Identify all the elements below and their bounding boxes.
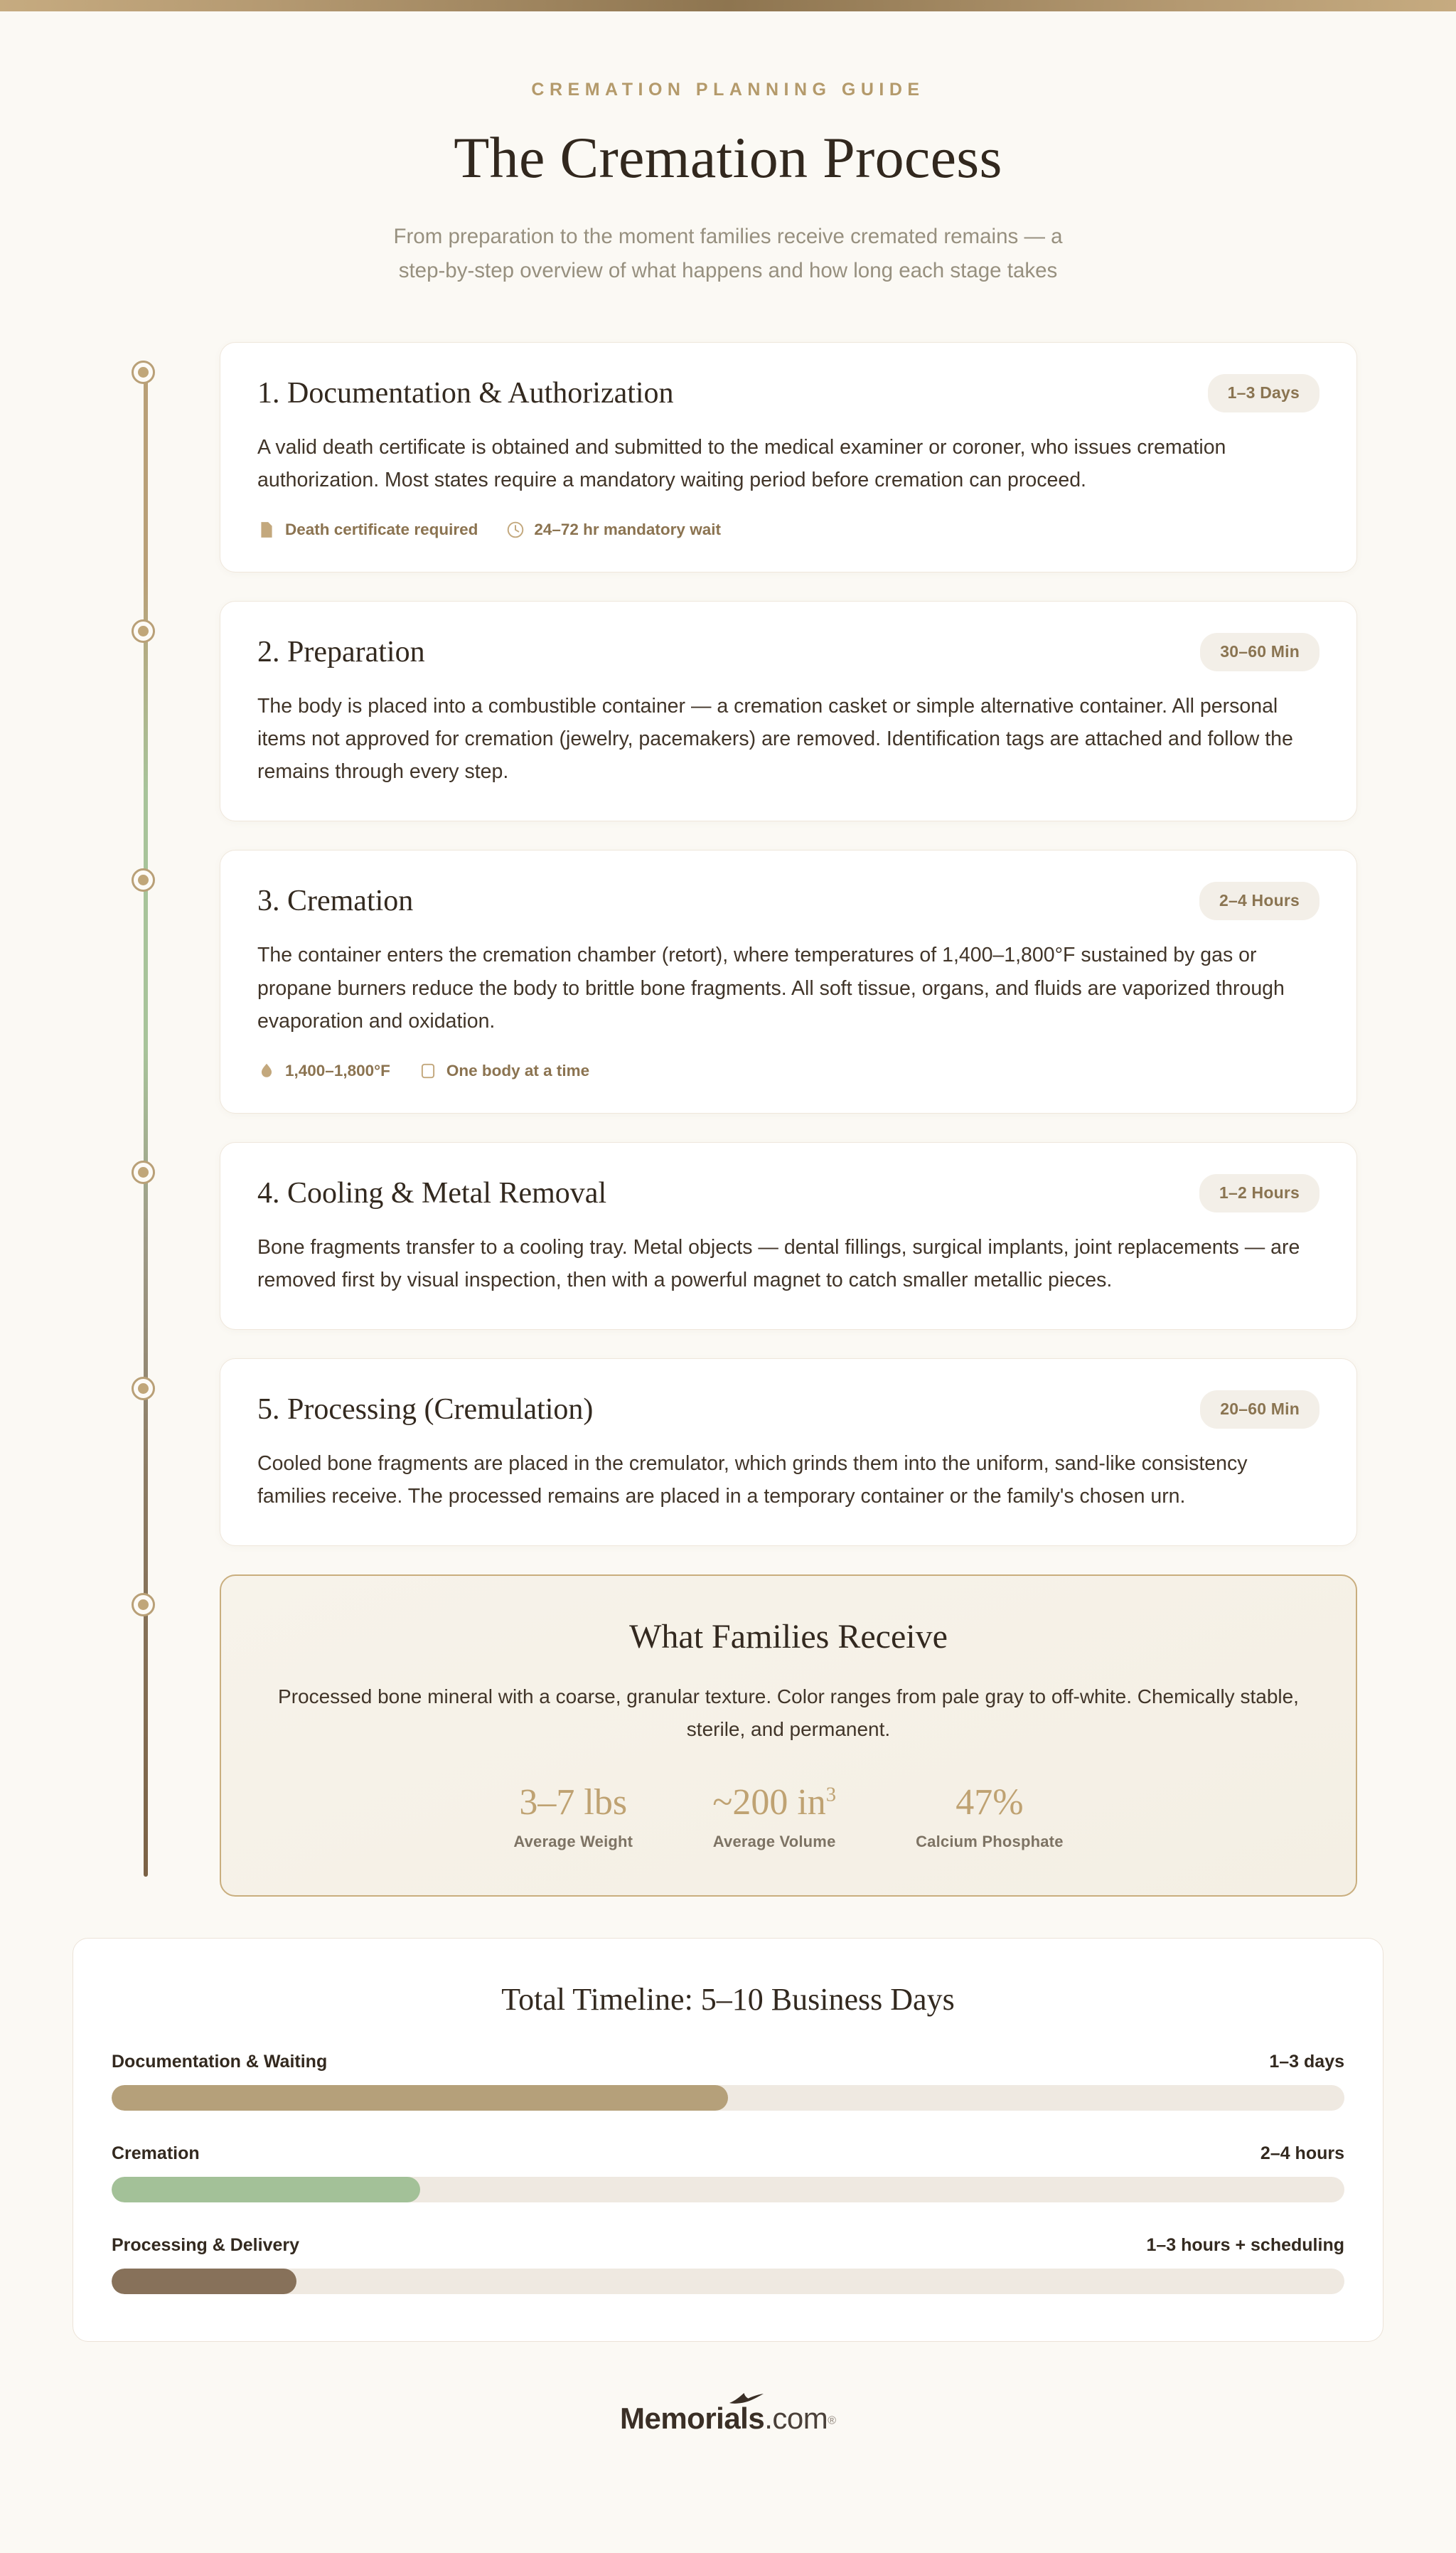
bar-fill: [112, 2177, 420, 2202]
stat-value: 47%: [956, 1782, 1024, 1823]
step-meta-list: [257, 521, 1320, 539]
step-card-header: [257, 1390, 1320, 1429]
step-body: The container enters the cremation chamber (retort), where temperatures of 1,400–1,800°F sustained by gas or propane burners reduce the body to brittle bone fragments. All soft tissue, organs, and fluids are vaporized through evaporation and oxidation.: [257, 944, 1285, 1033]
timeline-dot-3: [132, 868, 155, 892]
meta-label: One body at a time: [446, 1061, 590, 1080]
summary-title: Total Timeline: 5–10 Business Days: [501, 1981, 955, 2017]
timeline-step-outcome: [220, 1574, 1357, 1896]
stat-value: 3–7 lbs: [519, 1782, 628, 1823]
meta-label: Death certificate required: [285, 520, 478, 538]
highlight-text: Processed bone mineral with a coarse, granular texture. Color ranges from pale gray to off-white. Chemically stable, sterile, and permanent.: [278, 1685, 1299, 1740]
step-title: 3. Cremation: [257, 885, 414, 918]
eyebrow-label: CREMATION PLANNING GUIDE: [531, 80, 925, 100]
bar-category-label: Processing & Delivery: [112, 2234, 300, 2255]
page-header: [0, 11, 1456, 288]
bar-row-cremation: [112, 2143, 1344, 2202]
timeline-step-1: [220, 342, 1357, 572]
document-icon: [257, 521, 276, 539]
bar-header: [112, 2235, 1344, 2256]
step-title: 1. Documentation & Authorization: [257, 376, 674, 410]
bar-track: [112, 2269, 1344, 2294]
logo-tld: .com: [764, 2401, 828, 2435]
page-title: The Cremation Process: [454, 125, 1002, 190]
timeline-connector-line: [144, 369, 148, 1877]
meta-item-capacity: [419, 1062, 589, 1080]
duration-badge: 30–60 Min: [1200, 633, 1320, 671]
step-body: Cooled bone fragments are placed in the cremulator, which grinds them into the uniform, sand-like consistency families receive. The processed remains are placed in a temporary container or the family's chosen urn.: [257, 1452, 1248, 1508]
stat-calcium-phosphate: [916, 1784, 1064, 1851]
step-card-1[interactable]: [220, 342, 1357, 572]
meta-label: 24–72 hr mandatory wait: [534, 520, 721, 538]
step-card-4[interactable]: [220, 1142, 1357, 1330]
step-body: The body is placed into a combustible container — a cremation casket or simple alternative container. All personal items not approved for cremation (jewelry, pacemakers) are removed. Identification tags are attached and follow the remains through every step.: [257, 694, 1293, 784]
stat-label: Calcium Phosphate: [916, 1832, 1064, 1850]
step-card-header: [257, 882, 1320, 920]
timeline-dot-2: [132, 619, 155, 643]
step-title: 5. Processing (Cremulation): [257, 1393, 594, 1427]
bar-fill: [112, 2085, 728, 2111]
step-meta-list: [257, 1062, 1320, 1080]
step-card-header: [257, 633, 1320, 671]
stats-row: [271, 1784, 1306, 1851]
bar-header: [112, 2143, 1344, 2164]
process-timeline: [31, 342, 1425, 1897]
timeline-bar-chart: [112, 2052, 1344, 2294]
bar-category-label: Cremation: [112, 2143, 200, 2163]
bar-value-label: 2–4 hours: [1260, 2143, 1344, 2163]
stat-label: Average Weight: [513, 1832, 633, 1850]
timeline-step-4: [220, 1142, 1357, 1330]
bar-row-documentation: [112, 2052, 1344, 2111]
step-card-3[interactable]: [220, 850, 1357, 1113]
duration-badge: 1–3 Days: [1208, 374, 1320, 412]
meta-label: 1,400–1,800°F: [285, 1061, 390, 1080]
step-body: Bone fragments transfer to a cooling tray. Metal objects — dental fillings, surgical implants, joint replacements — are removed first by visual inspection, then with a powerful magnet to catch smaller metallic pieces.: [257, 1235, 1300, 1291]
stat-label: Average Volume: [712, 1832, 836, 1850]
highlight-title: What Families Receive: [629, 1618, 948, 1656]
memorials-logo[interactable]: [620, 2402, 836, 2436]
top-accent-bar: [0, 0, 1456, 11]
bar-track: [112, 2085, 1344, 2111]
step-card-5[interactable]: [220, 1358, 1357, 1546]
duration-badge: 20–60 Min: [1200, 1390, 1320, 1429]
timeline-dot-1: [132, 361, 155, 384]
bar-value-label: 1–3 days: [1269, 2051, 1344, 2072]
timeline-step-3: [220, 850, 1357, 1113]
duration-badge: 1–2 Hours: [1199, 1174, 1320, 1212]
page-footer: [0, 2342, 1456, 2488]
logo-word: Memorials: [619, 2401, 765, 2435]
bar-track: [112, 2177, 1344, 2202]
stat-average-weight: [513, 1784, 633, 1851]
what-families-receive-panel: [220, 1574, 1357, 1896]
timeline-dot-5: [132, 1377, 155, 1400]
bar-row-processing: [112, 2235, 1344, 2294]
stat-average-volume: [712, 1784, 836, 1851]
meta-item-mandatory-wait: [506, 521, 721, 539]
total-timeline-card: [73, 1938, 1383, 2342]
step-card-header: [257, 1174, 1320, 1212]
bar-fill: [112, 2269, 296, 2294]
clock-icon: [506, 521, 525, 539]
stat-value: ~200 $in^3$: [712, 1782, 837, 1823]
timeline-step-2: [220, 601, 1357, 821]
step-title: 2. Preparation: [257, 635, 425, 668]
timeline-dot-4: [132, 1161, 155, 1184]
step-card-2[interactable]: [220, 601, 1357, 821]
bar-header: [112, 2052, 1344, 2072]
step-body: A valid death certificate is obtained and submitted to the medical examiner or coroner, who issues cremation authorization. Most states require a mandatory waiting period before cremation can proceed.: [257, 435, 1226, 491]
flame-icon: [257, 1062, 276, 1080]
page-subtitle: From preparation to the moment families receive cremated remains — a step-by-step overview of what happens and how long each stage takes: [393, 225, 1063, 282]
duration-badge: 2–4 Hours: [1199, 882, 1320, 920]
timeline-step-5: [220, 1358, 1357, 1546]
registered-mark-icon: ®: [828, 2414, 837, 2427]
bar-value-label: 1–3 hours + scheduling: [1146, 2234, 1344, 2255]
meta-item-temperature: [257, 1062, 390, 1080]
step-card-header: [257, 374, 1320, 412]
chamber-icon: [419, 1062, 437, 1080]
bar-category-label: Documentation & Waiting: [112, 2051, 328, 2072]
meta-item-death-certificate: [257, 521, 478, 539]
step-title: 4. Cooling & Metal Removal: [257, 1176, 607, 1210]
timeline-dot-6: [132, 1593, 155, 1616]
bird-icon: [728, 2392, 765, 2407]
